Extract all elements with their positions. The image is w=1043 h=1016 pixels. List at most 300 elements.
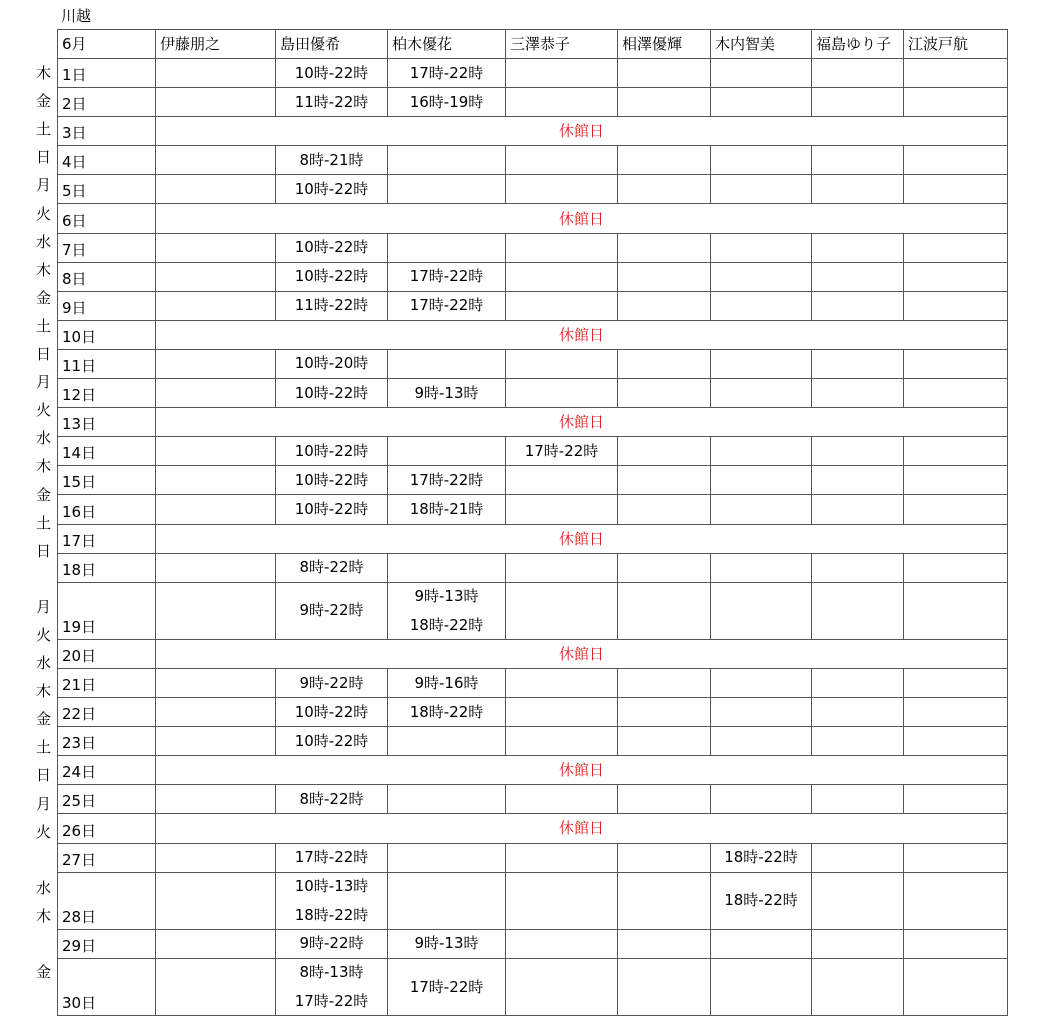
shift-cell[interactable] xyxy=(904,291,1008,320)
shift-cell[interactable] xyxy=(618,59,711,88)
staff-header[interactable]: 福島ゆり子 xyxy=(812,30,904,59)
shift-cell[interactable] xyxy=(904,958,1008,1015)
shift-cell[interactable] xyxy=(506,553,618,582)
shift-cell[interactable] xyxy=(506,59,618,88)
day-row xyxy=(58,117,1008,146)
shift-time: 10時-22時 xyxy=(294,383,369,402)
shift-cell[interactable] xyxy=(506,146,618,175)
shift-cell[interactable] xyxy=(506,785,618,814)
day-row xyxy=(58,437,1008,466)
shift-cell[interactable] xyxy=(276,958,388,1015)
shift-cell[interactable] xyxy=(506,668,618,697)
day-row xyxy=(58,379,1008,408)
weekday-label: 日 xyxy=(35,541,51,560)
shift-cell[interactable] xyxy=(276,262,388,291)
shift-cell[interactable] xyxy=(506,872,618,929)
shift-cell[interactable] xyxy=(388,59,506,88)
shift-cell[interactable] xyxy=(711,379,812,408)
date-cell[interactable] xyxy=(58,117,156,146)
staff-header[interactable]: 島田優希 xyxy=(276,30,388,59)
day-row xyxy=(58,524,1008,553)
weekday-label: 水 xyxy=(35,878,51,897)
shift-cell[interactable] xyxy=(388,843,506,872)
shift-cell[interactable] xyxy=(388,379,506,408)
shift-time: 10時-22時 xyxy=(294,238,369,257)
date-cell[interactable] xyxy=(58,320,156,349)
date-cell[interactable] xyxy=(58,291,156,320)
day-row xyxy=(58,668,1008,697)
shift-cell[interactable] xyxy=(388,233,506,262)
staff-header[interactable]: 柏木優花 xyxy=(388,30,506,59)
shift-cell[interactable] xyxy=(388,582,506,639)
date-cell[interactable] xyxy=(58,379,156,408)
shift-cell[interactable] xyxy=(388,466,506,495)
shift-cell[interactable] xyxy=(711,668,812,697)
shift-cell[interactable] xyxy=(711,843,812,872)
shift-cell[interactable] xyxy=(506,233,618,262)
date-cell[interactable] xyxy=(58,175,156,204)
shift-cell[interactable] xyxy=(711,437,812,466)
shift-cell[interactable] xyxy=(812,495,904,524)
shift-cell[interactable] xyxy=(812,727,904,756)
weekday-label: 日 xyxy=(35,345,51,364)
shift-cell[interactable] xyxy=(276,59,388,88)
date-label: 17日 xyxy=(62,531,97,550)
date-cell[interactable] xyxy=(58,843,156,872)
shift-cell[interactable] xyxy=(156,582,276,639)
shift-cell[interactable] xyxy=(388,146,506,175)
shift-cell[interactable] xyxy=(711,958,812,1015)
date-cell[interactable] xyxy=(58,727,156,756)
date-label: 9日 xyxy=(62,298,87,317)
shift-cell[interactable] xyxy=(904,349,1008,378)
shift-cell[interactable] xyxy=(618,291,711,320)
shift-cell[interactable] xyxy=(388,553,506,582)
shift-cell[interactable] xyxy=(904,233,1008,262)
closed-day-cell[interactable]: 休館日 xyxy=(156,320,1008,349)
shift-time: 18時-21時 xyxy=(409,499,484,518)
shift-cell[interactable] xyxy=(276,88,388,117)
closed-day-cell[interactable]: 休館日 xyxy=(156,756,1008,785)
shift-cell[interactable] xyxy=(812,349,904,378)
shift-cell[interactable] xyxy=(388,929,506,958)
shift-cell[interactable] xyxy=(618,553,711,582)
shift-time: 11時-22時 xyxy=(294,296,369,315)
shift-time: 17時-22時 xyxy=(294,848,369,867)
month-header[interactable]: 6月 xyxy=(58,30,156,59)
shift-cell[interactable] xyxy=(904,872,1008,929)
date-cell[interactable] xyxy=(58,233,156,262)
shift-cell[interactable] xyxy=(711,727,812,756)
date-label: 24日 xyxy=(62,763,97,782)
shift-time: 9時-22時 xyxy=(299,934,364,953)
shift-cell[interactable] xyxy=(618,175,711,204)
shift-cell[interactable] xyxy=(506,698,618,727)
weekday-label: 日 xyxy=(35,148,51,167)
shift-cell[interactable] xyxy=(618,843,711,872)
shift-cell[interactable] xyxy=(276,466,388,495)
shift-cell[interactable] xyxy=(904,437,1008,466)
shift-cell[interactable] xyxy=(388,698,506,727)
shift-time: 9時-22時 xyxy=(299,673,364,692)
shift-cell[interactable] xyxy=(618,262,711,291)
shift-time: 18時-22時 xyxy=(409,702,484,721)
closed-day-cell[interactable]: 休館日 xyxy=(156,639,1008,668)
day-row xyxy=(58,88,1008,117)
weekday-label: 木 xyxy=(35,64,51,83)
date-cell[interactable] xyxy=(58,262,156,291)
date-label: 28日 xyxy=(62,907,97,926)
weekday-label: 木 xyxy=(35,682,51,701)
shift-cell[interactable] xyxy=(812,553,904,582)
shift-cell[interactable] xyxy=(156,727,276,756)
closed-day-cell[interactable]: 休館日 xyxy=(156,814,1008,843)
shift-cell[interactable] xyxy=(812,146,904,175)
date-label: 26日 xyxy=(62,821,97,840)
shift-schedule-table xyxy=(57,29,1008,1016)
shift-cell[interactable] xyxy=(156,929,276,958)
shift-cell[interactable] xyxy=(506,175,618,204)
shift-cell[interactable] xyxy=(904,379,1008,408)
date-label: 3日 xyxy=(62,124,87,143)
staff-header[interactable]: 伊藤朋之 xyxy=(156,30,276,59)
shift-cell[interactable] xyxy=(812,958,904,1015)
shift-cell[interactable] xyxy=(812,785,904,814)
shift-time: 10時-22時 xyxy=(294,470,369,489)
shift-cell[interactable] xyxy=(156,175,276,204)
shift-time: 10時-13時 xyxy=(294,876,369,895)
shift-cell[interactable] xyxy=(156,466,276,495)
shift-cell[interactable] xyxy=(156,698,276,727)
shift-cell[interactable] xyxy=(276,929,388,958)
date-cell[interactable] xyxy=(58,929,156,958)
shift-cell[interactable] xyxy=(711,233,812,262)
shift-cell[interactable] xyxy=(506,466,618,495)
shift-time: 9時-13時 xyxy=(414,934,479,953)
day-row xyxy=(58,320,1008,349)
shift-cell[interactable] xyxy=(388,175,506,204)
shift-cell[interactable] xyxy=(506,379,618,408)
shift-cell[interactable] xyxy=(156,495,276,524)
weekday-label: 土 xyxy=(35,513,51,532)
shift-cell[interactable] xyxy=(812,175,904,204)
shift-cell[interactable] xyxy=(618,958,711,1015)
shift-cell[interactable] xyxy=(276,146,388,175)
date-cell[interactable] xyxy=(58,146,156,175)
shift-cell[interactable] xyxy=(276,582,388,639)
date-cell[interactable] xyxy=(58,814,156,843)
shift-time: 16時-19時 xyxy=(409,92,484,111)
date-cell[interactable] xyxy=(58,88,156,117)
weekday-label: 金 xyxy=(35,963,51,982)
shift-cell[interactable] xyxy=(388,872,506,929)
date-cell[interactable] xyxy=(58,495,156,524)
shift-cell[interactable] xyxy=(506,929,618,958)
weekday-label: 土 xyxy=(35,738,51,757)
shift-cell[interactable] xyxy=(276,437,388,466)
shift-cell[interactable] xyxy=(388,349,506,378)
shift-cell[interactable] xyxy=(156,843,276,872)
shift-cell[interactable] xyxy=(812,59,904,88)
shift-cell[interactable] xyxy=(506,291,618,320)
date-cell[interactable] xyxy=(58,408,156,437)
shift-cell[interactable] xyxy=(904,262,1008,291)
date-label: 30日 xyxy=(62,994,97,1013)
shift-time: 8時-21時 xyxy=(299,150,364,169)
shift-cell[interactable] xyxy=(506,437,618,466)
shift-cell[interactable] xyxy=(711,582,812,639)
shift-cell[interactable] xyxy=(276,843,388,872)
day-row xyxy=(58,958,1008,1015)
shift-cell[interactable] xyxy=(276,233,388,262)
day-row xyxy=(58,929,1008,958)
shift-cell[interactable] xyxy=(812,698,904,727)
shift-cell[interactable] xyxy=(156,233,276,262)
date-label: 1日 xyxy=(62,66,87,85)
shift-cell[interactable] xyxy=(711,146,812,175)
shift-cell[interactable] xyxy=(904,668,1008,697)
date-cell[interactable] xyxy=(58,668,156,697)
shift-cell[interactable] xyxy=(618,582,711,639)
weekday-label: 火 xyxy=(35,204,51,223)
shift-cell[interactable] xyxy=(618,466,711,495)
shift-cell[interactable] xyxy=(388,727,506,756)
weekday-label: 月 xyxy=(35,597,51,616)
shift-cell[interactable] xyxy=(388,437,506,466)
shift-cell[interactable] xyxy=(156,553,276,582)
shift-cell[interactable] xyxy=(711,553,812,582)
weekday-label: 水 xyxy=(35,429,51,448)
shift-cell[interactable] xyxy=(812,582,904,639)
shift-cell[interactable] xyxy=(618,146,711,175)
date-cell[interactable] xyxy=(58,785,156,814)
shift-time: 10時-22時 xyxy=(294,63,369,82)
day-row xyxy=(58,698,1008,727)
shift-cell[interactable] xyxy=(711,929,812,958)
shift-time: 9時-22時 xyxy=(299,601,364,620)
shift-cell[interactable] xyxy=(711,495,812,524)
shift-cell[interactable] xyxy=(156,146,276,175)
shift-cell[interactable] xyxy=(812,872,904,929)
staff-header[interactable]: 江波戸航 xyxy=(904,30,1008,59)
shift-cell[interactable] xyxy=(711,466,812,495)
weekday-label: 水 xyxy=(35,232,51,251)
shift-cell[interactable] xyxy=(812,437,904,466)
shift-cell[interactable] xyxy=(711,349,812,378)
shift-cell[interactable] xyxy=(904,88,1008,117)
shift-cell[interactable] xyxy=(618,727,711,756)
shift-cell[interactable] xyxy=(156,379,276,408)
shift-time: 17時-22時 xyxy=(294,992,369,1010)
shift-cell[interactable] xyxy=(276,379,388,408)
shift-cell[interactable] xyxy=(812,291,904,320)
shift-cell[interactable] xyxy=(276,291,388,320)
shift-cell[interactable] xyxy=(156,437,276,466)
weekday-label: 金 xyxy=(35,485,51,504)
shift-cell[interactable] xyxy=(388,958,506,1015)
shift-cell[interactable] xyxy=(388,495,506,524)
shift-cell[interactable] xyxy=(904,59,1008,88)
date-label: 16日 xyxy=(62,502,97,521)
weekday-label: 日 xyxy=(35,766,51,785)
date-cell[interactable] xyxy=(58,204,156,233)
shift-cell[interactable] xyxy=(276,349,388,378)
shift-cell[interactable] xyxy=(276,727,388,756)
shift-cell[interactable] xyxy=(711,872,812,929)
sheet-title: 川越 xyxy=(61,7,92,25)
date-cell[interactable] xyxy=(58,59,156,88)
day-row xyxy=(58,175,1008,204)
shift-cell[interactable] xyxy=(276,175,388,204)
shift-cell[interactable] xyxy=(506,843,618,872)
shift-cell[interactable] xyxy=(711,175,812,204)
day-row xyxy=(58,814,1008,843)
shift-cell[interactable] xyxy=(711,59,812,88)
shift-cell[interactable] xyxy=(812,379,904,408)
shift-cell[interactable] xyxy=(618,495,711,524)
shift-cell[interactable] xyxy=(276,553,388,582)
shift-cell[interactable] xyxy=(388,262,506,291)
shift-time: 18時-22時 xyxy=(409,615,484,634)
shift-cell[interactable] xyxy=(506,349,618,378)
date-label: 29日 xyxy=(62,936,97,955)
date-cell[interactable] xyxy=(58,872,156,929)
shift-cell[interactable] xyxy=(388,785,506,814)
shift-cell[interactable] xyxy=(276,698,388,727)
shift-cell[interactable] xyxy=(904,146,1008,175)
shift-cell[interactable] xyxy=(276,495,388,524)
shift-time: 10時-22時 xyxy=(294,441,369,460)
weekday-label: 金 xyxy=(35,92,51,111)
shift-cell[interactable] xyxy=(156,262,276,291)
shift-cell[interactable] xyxy=(618,379,711,408)
shift-cell[interactable] xyxy=(904,698,1008,727)
staff-header[interactable]: 木内智美 xyxy=(711,30,812,59)
date-label: 6日 xyxy=(62,211,87,230)
weekday-column xyxy=(30,57,57,984)
shift-cell[interactable] xyxy=(711,88,812,117)
date-cell[interactable] xyxy=(58,639,156,668)
shift-time: 10時-22時 xyxy=(294,179,369,198)
shift-cell[interactable] xyxy=(812,88,904,117)
staff-header[interactable]: 三澤恭子 xyxy=(506,30,618,59)
shift-cell[interactable] xyxy=(506,88,618,117)
shift-cell[interactable] xyxy=(156,872,276,929)
closed-day-cell[interactable]: 休館日 xyxy=(156,524,1008,553)
shift-cell[interactable] xyxy=(904,582,1008,639)
shift-cell[interactable] xyxy=(156,88,276,117)
closed-day-cell[interactable]: 休館日 xyxy=(156,408,1008,437)
shift-cell[interactable] xyxy=(812,262,904,291)
date-cell[interactable] xyxy=(58,524,156,553)
shift-cell[interactable] xyxy=(711,698,812,727)
shift-cell[interactable] xyxy=(904,843,1008,872)
day-row xyxy=(58,553,1008,582)
date-label: 11日 xyxy=(62,357,97,376)
date-cell[interactable] xyxy=(58,958,156,1015)
shift-cell[interactable] xyxy=(711,262,812,291)
shift-cell[interactable] xyxy=(156,349,276,378)
date-label: 14日 xyxy=(62,444,97,463)
shift-cell[interactable] xyxy=(156,291,276,320)
date-label: 2日 xyxy=(62,95,87,114)
day-row xyxy=(58,204,1008,233)
shift-cell[interactable] xyxy=(506,727,618,756)
shift-cell[interactable] xyxy=(812,466,904,495)
shift-cell[interactable] xyxy=(506,582,618,639)
shift-cell[interactable] xyxy=(506,495,618,524)
weekday-label: 金 xyxy=(35,710,51,729)
shift-cell[interactable] xyxy=(904,785,1008,814)
shift-cell[interactable] xyxy=(156,958,276,1015)
shift-cell[interactable] xyxy=(904,175,1008,204)
shift-cell[interactable] xyxy=(711,785,812,814)
shift-cell[interactable] xyxy=(904,553,1008,582)
shift-cell[interactable] xyxy=(618,929,711,958)
shift-cell[interactable] xyxy=(904,466,1008,495)
shift-cell[interactable] xyxy=(904,495,1008,524)
shift-cell[interactable] xyxy=(388,88,506,117)
shift-cell[interactable] xyxy=(618,349,711,378)
shift-time: 8時-13時 xyxy=(299,963,364,981)
shift-cell[interactable] xyxy=(618,437,711,466)
shift-cell[interactable] xyxy=(618,785,711,814)
shift-time: 17時-22時 xyxy=(524,441,599,460)
shift-cell[interactable] xyxy=(618,872,711,929)
shift-cell[interactable] xyxy=(388,291,506,320)
shift-cell[interactable] xyxy=(506,958,618,1015)
weekday-label: 火 xyxy=(35,822,51,841)
shift-cell[interactable] xyxy=(618,88,711,117)
date-cell[interactable] xyxy=(58,437,156,466)
weekday-label: 月 xyxy=(35,794,51,813)
date-cell[interactable] xyxy=(58,582,156,639)
shift-cell[interactable] xyxy=(904,929,1008,958)
shift-cell[interactable] xyxy=(506,262,618,291)
date-cell[interactable] xyxy=(58,466,156,495)
shift-cell[interactable] xyxy=(618,698,711,727)
weekday-label: 火 xyxy=(35,625,51,644)
shift-cell[interactable] xyxy=(711,291,812,320)
shift-cell[interactable] xyxy=(156,785,276,814)
staff-header[interactable]: 相澤優輝 xyxy=(618,30,711,59)
shift-cell[interactable] xyxy=(388,668,506,697)
shift-cell[interactable] xyxy=(812,843,904,872)
shift-time: 8時-22時 xyxy=(299,558,364,577)
shift-cell[interactable] xyxy=(904,727,1008,756)
date-label: 15日 xyxy=(62,473,97,492)
shift-cell[interactable] xyxy=(618,233,711,262)
date-label: 23日 xyxy=(62,734,97,753)
shift-cell[interactable] xyxy=(276,668,388,697)
shift-cell[interactable] xyxy=(156,59,276,88)
shift-cell[interactable] xyxy=(812,929,904,958)
shift-cell[interactable] xyxy=(812,233,904,262)
shift-cell[interactable] xyxy=(276,872,388,929)
shift-cell[interactable] xyxy=(812,668,904,697)
closed-day-cell[interactable]: 休館日 xyxy=(156,117,1008,146)
date-cell[interactable] xyxy=(58,349,156,378)
shift-cell[interactable] xyxy=(618,668,711,697)
shift-cell[interactable] xyxy=(276,785,388,814)
date-cell[interactable] xyxy=(58,553,156,582)
shift-cell[interactable] xyxy=(156,668,276,697)
date-cell[interactable] xyxy=(58,756,156,785)
date-cell[interactable] xyxy=(58,698,156,727)
date-label: 19日 xyxy=(62,617,97,636)
date-label: 10日 xyxy=(62,327,97,346)
closed-day-cell[interactable]: 休館日 xyxy=(156,204,1008,233)
